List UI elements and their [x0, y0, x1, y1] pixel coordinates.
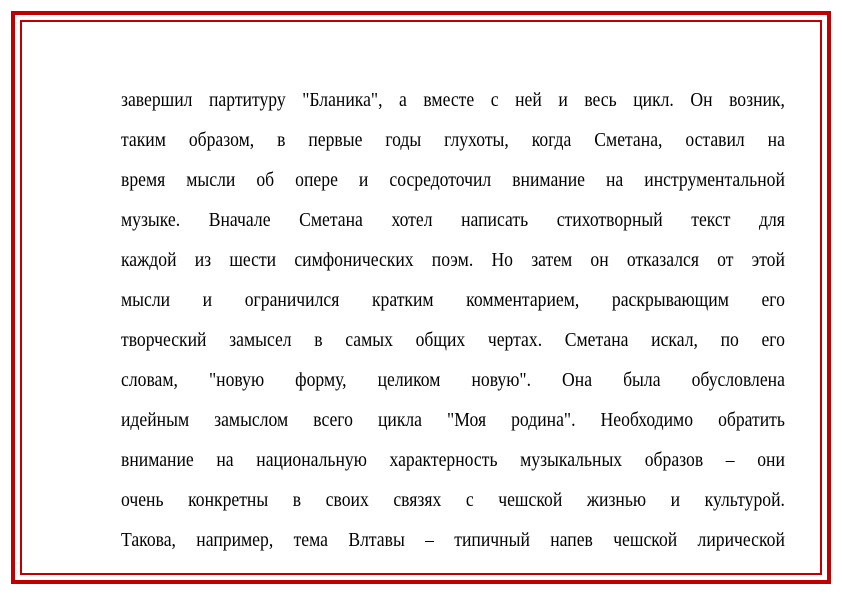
text-line: творческий замысел в самых общих чертах. Сметана искал, по его [121, 329, 785, 351]
text-line: словам, "новую форму, целиком новую". Она была обусловлена [121, 369, 785, 391]
text-line: каждой из шести симфонических поэм. Но затем он отказался от этой [121, 249, 785, 271]
text-line: внимание на национальную характерность музыкальных образов – они [121, 449, 785, 471]
text-line: таким образом, в первые годы глухоты, когда Сметана, оставил на [121, 129, 785, 151]
text-line: музыке. Вначале Сметана хотел написать стихотворный текст для [121, 209, 785, 231]
text-line: время мысли об опере и сосредоточил внимание на инструментальной [121, 169, 785, 191]
text-line: мысли и ограничился кратким комментарием, раскрывающим его [121, 289, 785, 311]
text-line: очень конкретны в своих связях с чешской жизнью и культурой. [121, 489, 785, 511]
document-body [121, 84, 785, 564]
text-line: идейным замыслом всего цикла "Моя родина". Необходимо обратить [121, 409, 785, 431]
text-line: Такова, например, тема Влтавы – типичный напев чешской лирической [121, 529, 785, 551]
text-line: завершил партитуру "Бланика", а вместе с ней и весь цикл. Он возник, [121, 89, 785, 111]
